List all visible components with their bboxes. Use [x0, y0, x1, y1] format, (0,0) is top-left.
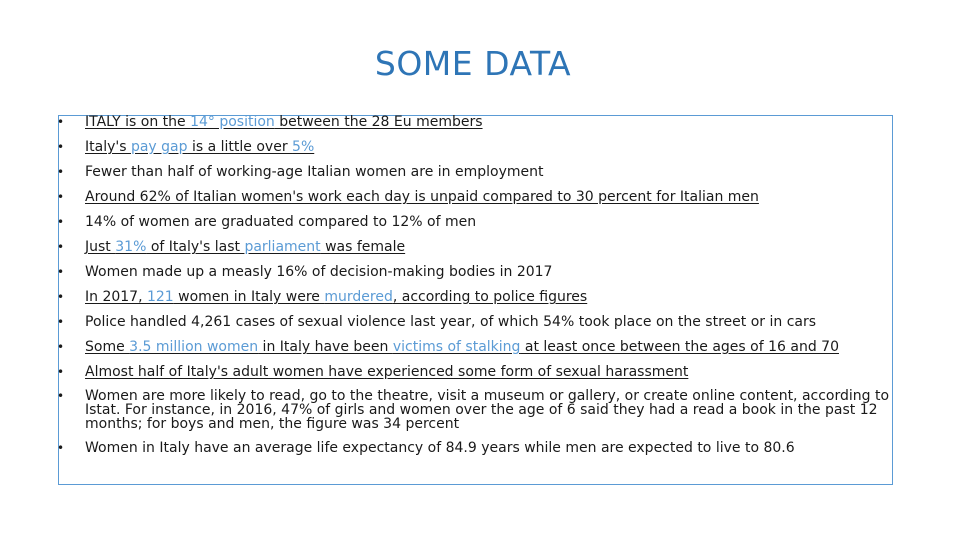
- list-item: [57, 164, 907, 180]
- bullet-text: 14% of women are graduated compared to 12% of men: [85, 214, 477, 230]
- list-item: [57, 289, 907, 305]
- list-item: [57, 214, 907, 230]
- bullet-text-link[interactable]: Some 3.5 million women in Italy have been victims of stalking at least once between the ages of 16 and 70: [85, 339, 839, 355]
- bullet-text-link[interactable]: Around 62% of Italian women's work each day is unpaid compared to 30 percent for Italian men: [85, 189, 759, 205]
- list-item: [57, 440, 907, 456]
- bullet-icon: •: [57, 315, 65, 329]
- bullet-icon: •: [57, 365, 65, 379]
- list-item: [57, 339, 907, 355]
- bullet-text: Fewer than half of working-age Italian women are in employment: [85, 164, 544, 180]
- bullet-icon: •: [57, 441, 65, 455]
- bullet-icon: •: [57, 215, 65, 229]
- slide-title: SOME DATA: [374, 44, 572, 83]
- list-item: [57, 314, 907, 330]
- bullet-icon: •: [57, 140, 65, 154]
- list-item: [57, 364, 907, 380]
- list-item: [57, 114, 907, 130]
- list-item: [57, 389, 907, 431]
- bullet-text-link[interactable]: Just 31% of Italy's last parliament was female: [85, 239, 406, 255]
- bullet-icon: •: [57, 240, 65, 254]
- bullet-icon: •: [57, 265, 65, 279]
- bullet-text-link[interactable]: In 2017, 121 women in Italy were murdered, according to police figures: [85, 289, 588, 305]
- list-item: [57, 239, 907, 255]
- bullet-icon: •: [57, 290, 65, 304]
- bullet-icon: •: [57, 165, 65, 179]
- bullet-icon: •: [57, 115, 65, 129]
- bullet-text-link[interactable]: Almost half of Italy's adult women have experienced some form of sexual harassment: [85, 364, 689, 380]
- bullet-text: Women in Italy have an average life expectancy of 84.9 years while men are expected to live to 80.6: [85, 440, 795, 456]
- bullet-text-link[interactable]: Italy's pay gap is a little over 5%: [85, 139, 315, 155]
- bullet-icon: •: [57, 190, 65, 204]
- list-item: [57, 139, 907, 155]
- list-item: [57, 189, 907, 205]
- bullet-text: Women made up a measly 16% of decision-making bodies in 2017: [85, 264, 553, 280]
- bullet-icon: •: [57, 389, 65, 403]
- bullet-icon: •: [57, 340, 65, 354]
- bullet-text: Women are more likely to read, go to the theatre, visit a museum or gallery, or create online content, according to Istat. For instance, in 2016, 47% of girls and women over the age of 6 said they had a read a book in the past 12 months; for boys and men, the figure was 34 percent: [85, 388, 890, 432]
- bullet-text: Police handled 4,261 cases of sexual violence last year, of which 54% took place on the street or in cars: [85, 314, 817, 330]
- bullet-list: [57, 114, 907, 465]
- list-item: [57, 264, 907, 280]
- bullet-text-link[interactable]: ITALY is on the 14° position between the 28 Eu members: [85, 114, 483, 130]
